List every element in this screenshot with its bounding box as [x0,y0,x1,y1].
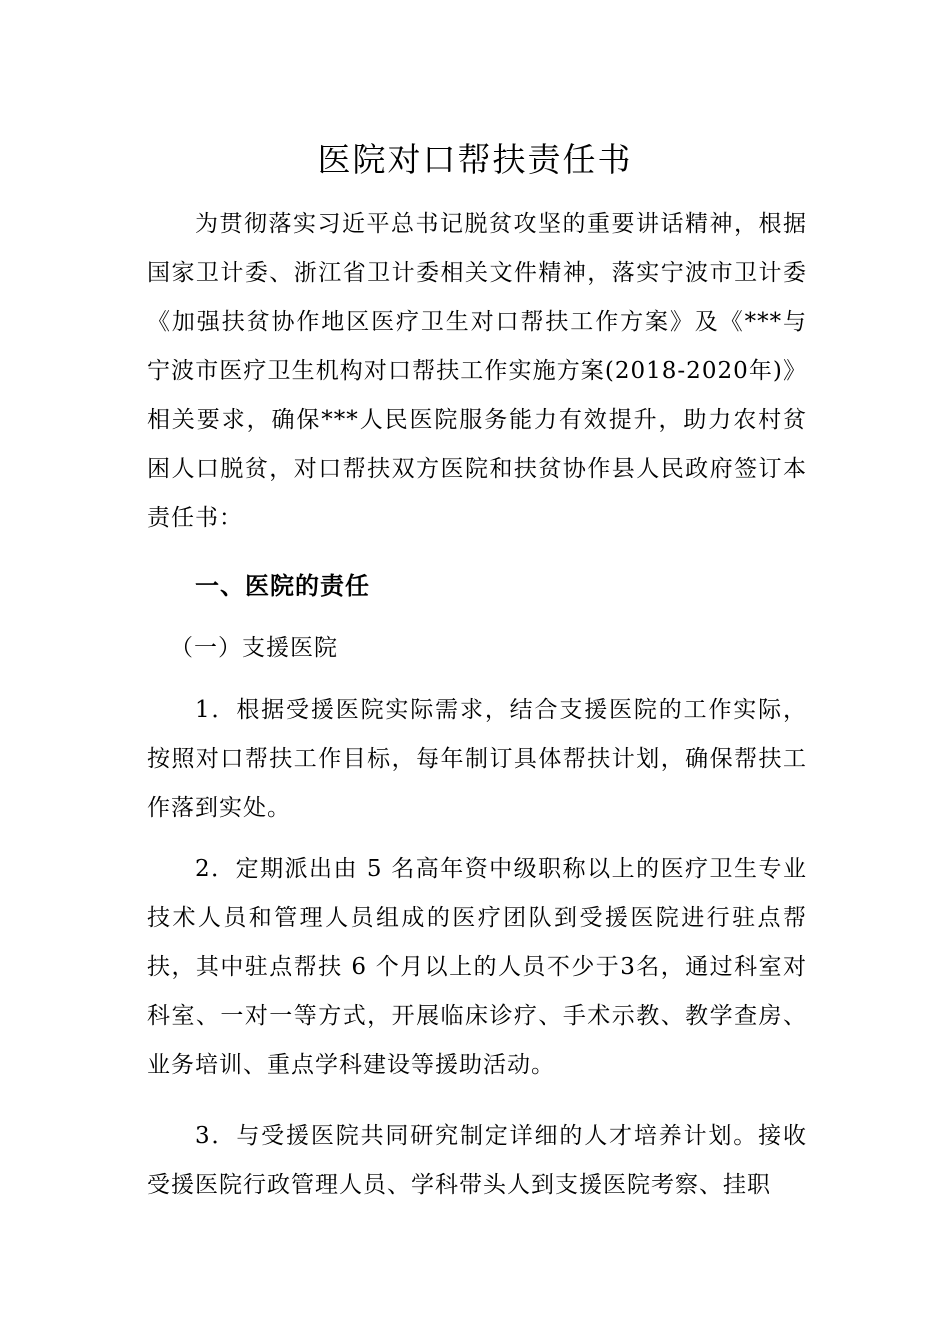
intro-paragraph: 为贯彻落实习近平总书记脱贫攻坚的重要讲话精神，根据国家卫计委、浙江省卫计委相关文件精神，落实宁波市卫计委《加强扶贫协作地区医疗卫生对口帮扶工作方案》及《***与宁波市医疗卫生机构对口帮扶工作实施方案(2018-2020年)》相关要求，确保***人民医院服务能力有效提升，助力农村贫困人口脱贫，对口帮扶双方医院和扶贫协作县人民政府签订本责任书： [147,211,807,531]
list-item: 2．定期派出由 5 名高年资中级职称以上的医疗卫生专业技术人员和管理人员组成的医疗团队到受援医院进行驻点帮扶，其中驻点帮扶 6 个月以上的人员不少于3名，通过科室对科室、一对一等方式，开展临床诊疗、手术示教、教学查房、业务培训、重点学科建设等援助活动。 [147,856,807,1078]
section-heading: 一、医院的责任 [195,572,370,600]
list-item: 1．根据受援医院实际需求，结合支援医院的工作实际，按照对口帮扶工作目标，每年制订具体帮扶计划，确保帮扶工作落到实处。 [147,697,807,821]
subsection-heading: （一）支援医院 [170,635,338,661]
document-title: 医院对口帮扶责任书 [317,140,633,179]
list-item: 3．与受援医院共同研究制定详细的人才培养计划。接收受援医院行政管理人员、学科带头人到支援医院考察、挂职 [147,1123,807,1198]
